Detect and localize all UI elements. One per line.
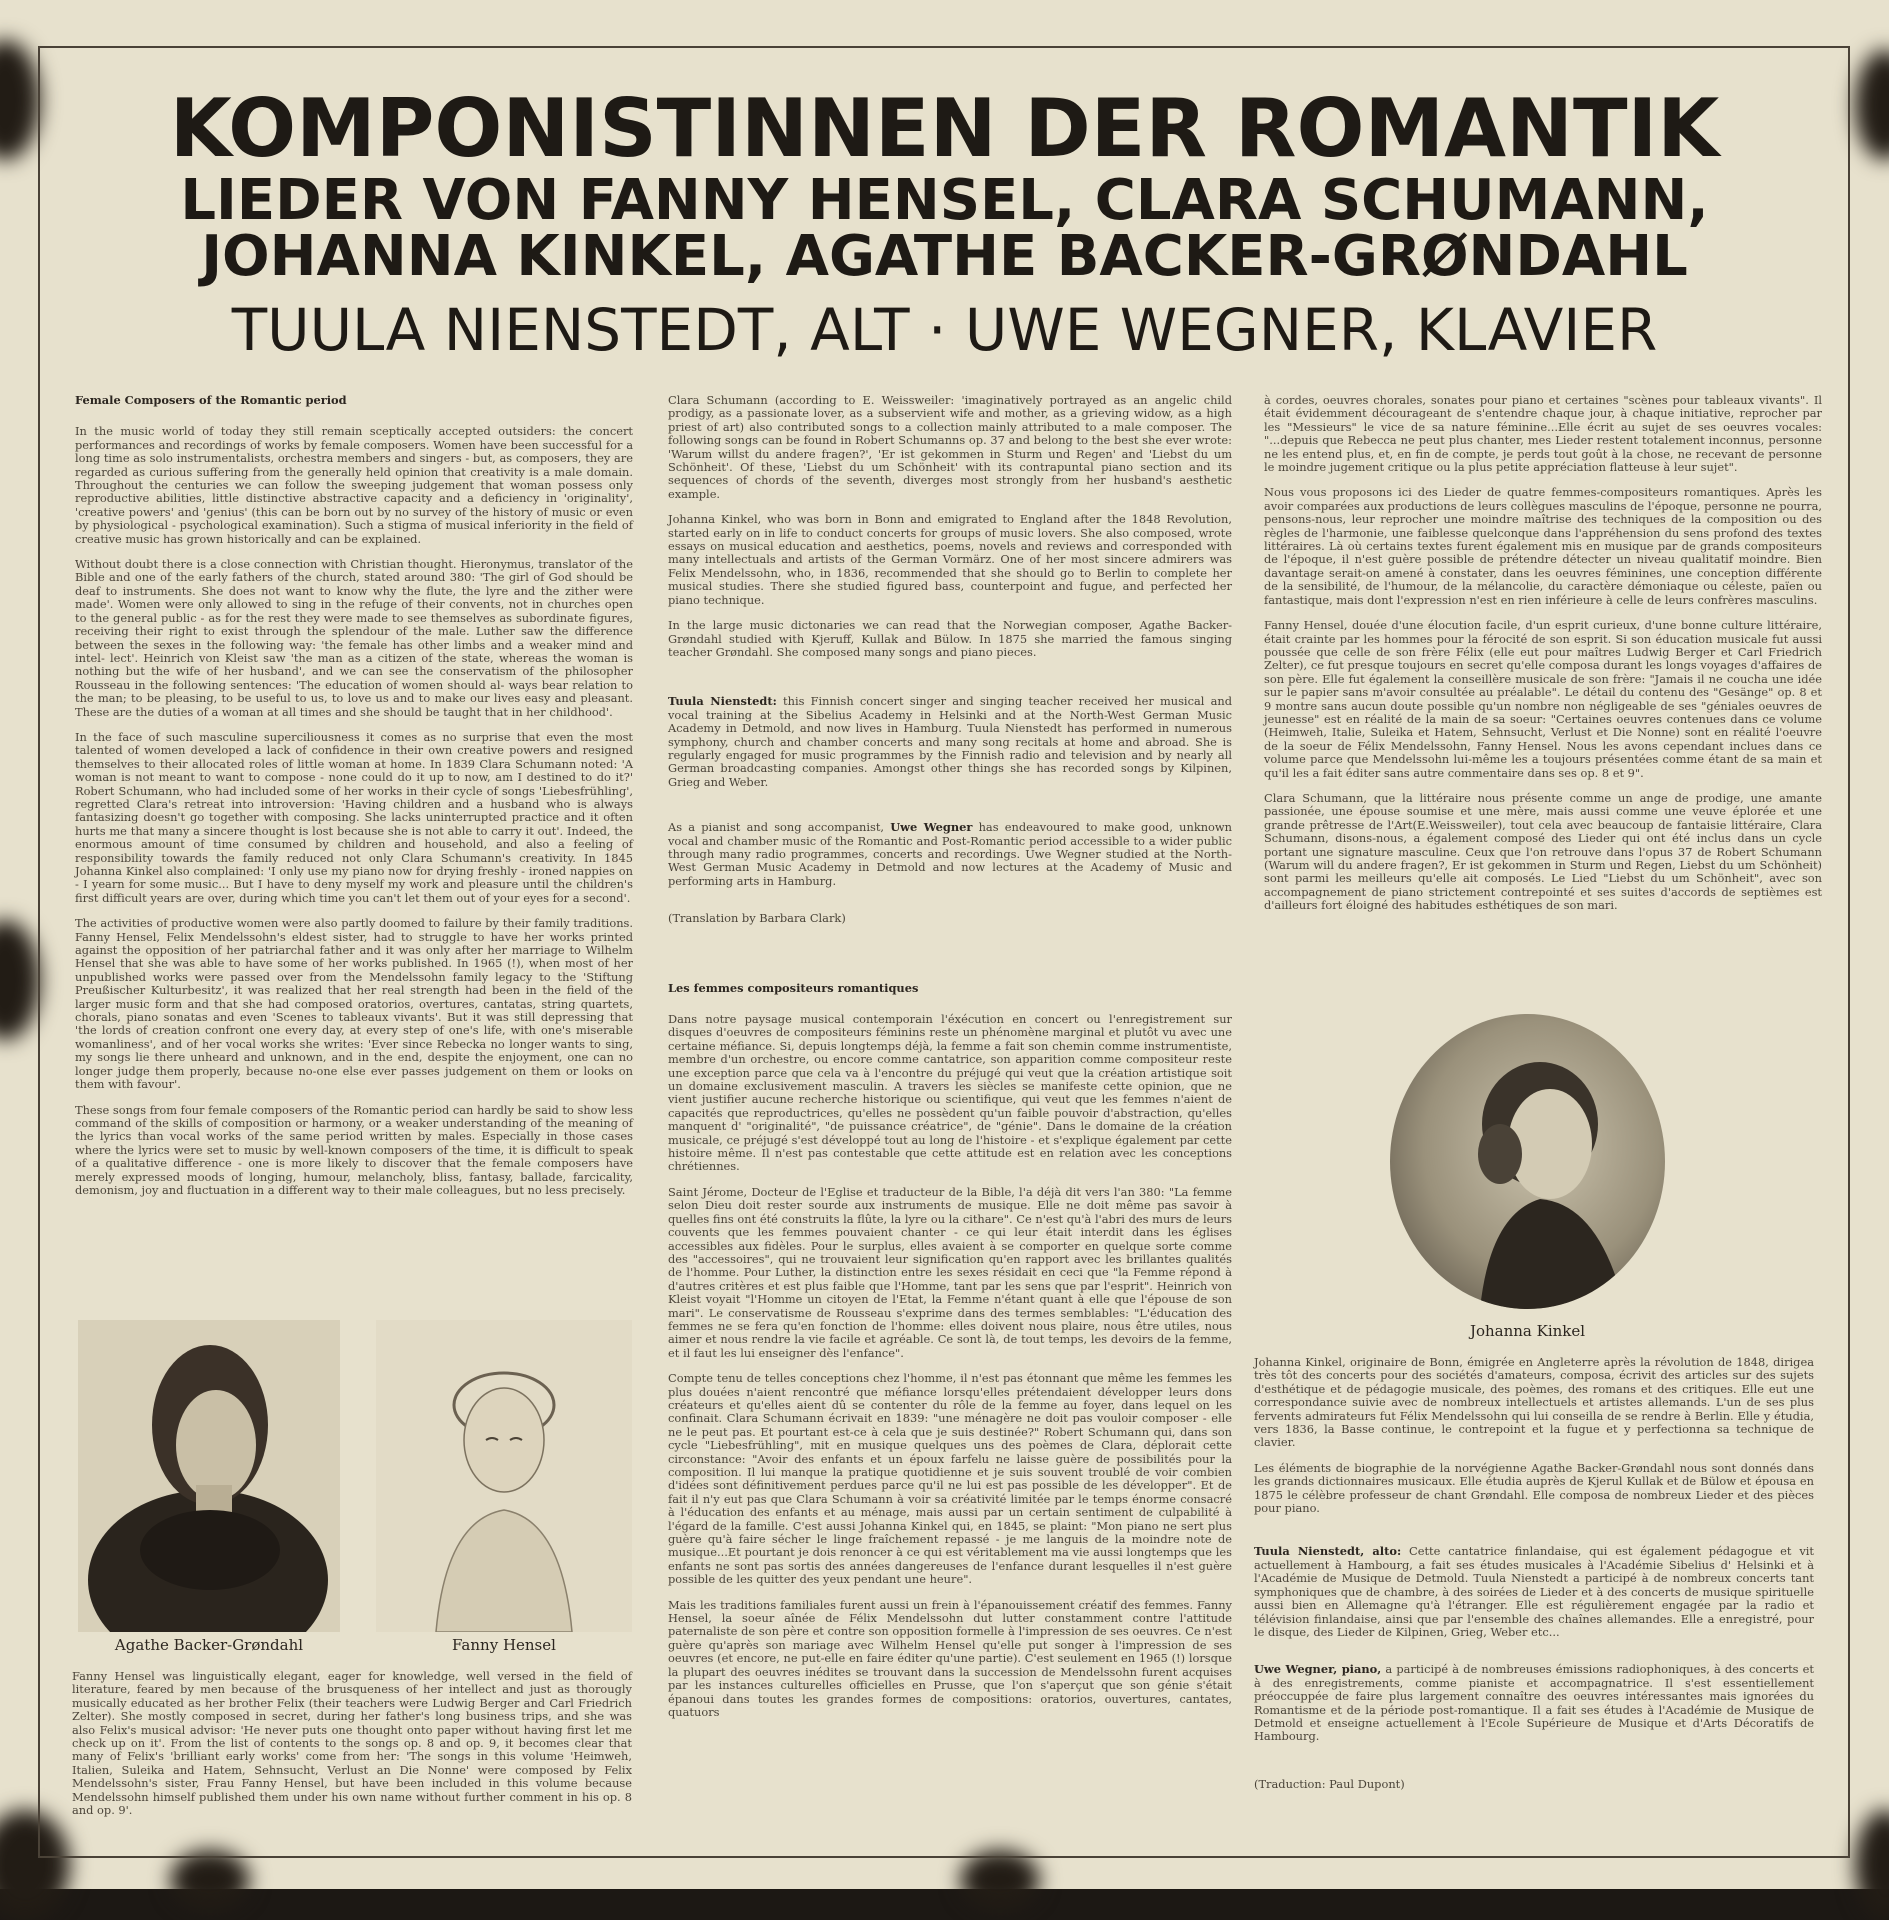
paragraph-nienstedt-fr: [1254, 1545, 1814, 1639]
paragraph-text: a participé à de nombreuses émissions radiophoniques, à des concerts et à des enregistrements, comme pianiste et accompagnatrice. Il s'est essentiellement préoccuppée de faire plus largement connaître des oeuvres intéressantes mais ignorées du Romantisme et de la période post-romantique. Il a fait ses études à l'Académie de Musique de Detmold et enseigne actuellement à l'Ecole Supérieure de Musique et d'Arts Décoratifs de Hambourg.: [1254, 1662, 1814, 1744]
paragraph: Nous vous proposons ici des Lieder de quatre femmes-compositeurs romantiques. Après les avoir comparées aux productions de leurs collègues masculins de l'époque, personne ne pourra, pensons-nous, leur reprocher une moindre maîtrise des techniques de la composition ou des règles de l'harmonie, une faiblesse quelconque dans l'appréhension du sens profond des textes littéraires. Là où certains textes furent également mis en musique par de grands compositeurs de l'époque, il n'est guère possible de prétendre détecter un niveau qualitatif moindre. Bien davantage serait-on amené à constater, dans les oeuvres féminines, une conception différente de la sensibilité, de l'humour, de la mélancolie, du caractère démoniaque ou céleste, païen ou fantastique, mais dont l'expression n'est en rien inférieure à celle de leurs confrères masculins.: [1264, 485, 1822, 607]
paragraph: In the music world of today they still remain sceptically accepted outsiders: the concert performances and recordings of works by female composers. Women have been successful for a long time as solo instrumentalists, orchestra members and singers - but, as composers, they are regarded as curious suffering from the generally held opinion that creativity is a male domain. Throughout the centuries we can follow the sweeping judgement that woman possess only reproductive abilities, little distinctive abstractive capacity and a deficiency in 'originality', 'creative powers' and 'genius' (this can be born out by no survey of the history of music or even by physiological - psychological examination). Such a stigma of musical inferiority in the field of creative music has grown historically and can be explained.: [75, 424, 633, 546]
paragraph-nienstedt: [668, 695, 1232, 789]
name-nienstedt: Tuula Nienstedt:: [668, 694, 777, 709]
paragraph: In the face of such masculine superciliousness it comes as no surprise that even the most talented of women developed a lack of confidence in their own creative powers and resigned themselves to their allocated roles of little woman at home. In 1839 Clara Schumann noted: 'A woman is not meant to want to compose - none could do it up to now, am I destined to do it?' Robert Schumann, who had included some of her works in their cycle of songs 'Liebesfrühling', regretted Clara's retreat into introversion: 'Having children and a husband who is always fantasizing doesn't go together with composing. She lacks uninterrupted practice and it often hurts me that many a sincere thought is lost because she is not able to carry it out'. Indeed, the enormous amount of time consumed by children and household, and also a feeling of responsibility towards the family reduced not only Clara Schumann's creativity. In 1845 Johanna Kinkel also complained: 'I only use my piano now for drying freshly - ironed nappies on - I yearn for some music... But I have to deny myself my work and pleasure until the children's first difficult years are over, during which time you can't let them out of your eyes for a second'.: [75, 729, 633, 905]
caption-fanny: Fanny Hensel: [452, 1636, 556, 1654]
paragraph-wegner: [668, 821, 1232, 888]
paragraph: Clara Schumann (according to E. Weissweiler: 'imaginatively portrayed as an angelic child prodigy, as a passionate lover, as a subservient wife and mother, as a grieving widow, as a high priest of art) also contributed songs to a collection mainly attributed to a male composer. The following songs can be found in Robert Schumanns op. 37 and belong to the best she ever wrote: 'Warum willst du andere fragen?', 'Er ist gekommen in Sturm und Regen' and 'Liebst du um Schönheit'. Of these, 'Liebst du um Schönheit' with its contrapuntal piano section and its sequences of chords of the seventh, diverges most strongly from her husband's aesthetic example.: [668, 393, 1232, 501]
translation-credit: (Translation by Barbara Clark): [668, 911, 846, 926]
album-subtitle-2: JOHANNA KINKEL, AGATHE BACKER-GRØNDAHL: [201, 224, 1688, 289]
section-heading: Female Composers of the Romantic period: [75, 393, 347, 407]
album-title: KOMPONISTINNEN DER ROMANTIK: [169, 82, 1720, 175]
english-column-bottom: [72, 1670, 632, 1829]
section-heading-fr: Les femmes compositeurs romantiques: [668, 980, 919, 995]
translation-credit-fr: (Traduction: Paul Dupont): [1254, 1776, 1405, 1791]
paragraph-text: this Finnish concert singer and singing teacher received her musical and vocal training at the Sibelius Academy in Helsinki and at the North-West German Music Academy in Detmold, and now lives in Hamburg. Tuula Nienstedt has performed in numerous symphony, church and chamber concerts and many song recitals at home and abroad. She is regularly engaged for music programmes by the Finnish radio and television and by nearly all German broadcasting companies. Amongst other things she has recorded songs by Kilpinen, Grieg and Weber.: [668, 694, 1232, 789]
right-column: [1264, 394, 1822, 925]
album-subtitle-1: LIEDER VON FANNY HENSEL, CLARA SCHUMANN,: [180, 168, 1709, 233]
caption-agathe: Agathe Backer-Grøndahl: [114, 1636, 304, 1654]
paragraph: Without doubt there is a close connection with Christian thought. Hieronymus, translator of the Bible and one of the early fathers of the church, stated around 380: 'The girl of God should be deaf to instruments. She does not want to know why the flute, the lyre and the zither were made'. Women were only allowed to sing in the refuge of their convents, not in churches open to the general public - as for the rest they were made to see themselves as subordinate figures, receiving their right to exist through the splendour of the male. Luther saw the difference between the sexes in the following way: 'the female has other limbs and a weaker mind and intel- lect'. Heinrich von Kleist saw 'the man as a citizen of the state, whereas the woman is nothing but the wife of her husband', and we can see the conservatism of the philosopher Rousseau in the following sentences: 'The education of women should al- ways bear relation to the man; to be pleasing, to be useful to us, to love us and to make our lives easy and pleasant. These are the duties of a woman at all times and she should be taught that in her childhood'.: [75, 557, 633, 719]
paragraph: Dans notre paysage musical contemporain l'éxécution en concert ou l'enregistrement sur disques d'oeuvres de compositeurs féminins reste un phénomène marginal et plutôt vu avec une certaine méfiance. Si, depuis longtemps déjà, la femme a fait son chemin comme instrumentiste, membre d'un orchestre, ou encore comme cantatrice, son apparition comme compositeur reste une exception parce que cela va à l'encontre du préjugé qui veut que la création artistique soit un domaine exclusivement masculin. A travers les siècles se manifeste cette opinion, que ne vient justifier aucune recherche historique ou scientifique, qui veut que les femmes n'aient de capacités que reproductrices, qu'elles ne possèdent qu'un faible pouvoir d'abstraction, qu'elles manquent d' "originalité", "de puissance créatrice", de "génie". Dans le domaine de la création musicale, ce préjugé s'est développé tout au long de l'histoire - et s'explique également par cette histoire même. Il n'est pas contestable que cette attitude est en relation avec les conceptions chrétiennes.: [668, 1012, 1232, 1174]
paragraph: à cordes, oeuvres chorales, sonates pour piano et certaines "scènes pour tableaux vivants". Il était évidemment décourageant de s'entendre chaque jour, à chaque initiative, reprocher par les "Messieurs" le vice de sa nature féminine...Elle écrit au sujet de ses oeuvres vocales: "...depuis que Rebecca ne peut plus chanter, mes Lieder restent totalement inconnus, personne ne les entend plus, et, en fin de compte, je perds tout goût à la chose, ne recevant de personne le moindre jugement critique ou la plus petite appréciation flatteuse à leur sujet".: [1264, 393, 1822, 475]
portrait-fanny: [376, 1320, 632, 1632]
photo-shadow: [1855, 1810, 1889, 1920]
performers: TUULA NIENSTEDT, ALT · UWE WEGNER, KLAVIER: [231, 296, 1658, 364]
name-wegner-fr: Uwe Wegner, piano,: [1254, 1662, 1382, 1677]
caption-johanna: Johanna Kinkel: [1469, 1322, 1586, 1340]
paragraph: Johanna Kinkel, who was born in Bonn and emigrated to England after the 1848 Revolution, started early on in life to conduct concerts for groups of music lovers. She also composed, wrote essays on musical education and aesthetics, poems, novels and reviews and corresponded with many intellectuals and artists of the German Vormärz. One of her most sincere admirers was Felix Mendelssohn, who, in 1836, recommended that she should go to Berlin to complete her musical studies. There she studied figured bass, counterpoint and fugue, and perfected her piano technique.: [668, 512, 1232, 607]
paragraph: Fanny Hensel, douée d'une élocution facile, d'un esprit curieux, d'une bonne culture littéraire, était crainte par les hommes pour la férocité de son esprit. Si son éducation musicale fut aussi poussée que celle de son frère Félix (elle eut pour maîtres Ludwig Berger et Carl Friedrich Zelter), ce fut presque toujours en secret qu'elle composa durant les longs voyages d'affaires de son père. Elle fut également la conseillère musicale de son frère: "Jamais il ne coucha une idée sur le papier sans m'avoir consultée au préalable". Le détail du contenu des "Gesänge" op. 8 et 9 montre sans aucun doute possible qu'un nombre non négligeable de ses "géniales oeuvres de jeunesse" est en réalité de la main de sa soeur: "Certaines oeuvres contenues dans ce volume (Heimweh, Italie, Suleika et Hatem, Sehnsucht, Verlust et Die Nonne) sont en réalité l'oeuvre de la soeur de Félix Mendelssohn, Fanny Hensel. Nous les avons cependant inclues dans ce volume parce que Mendelssohn lui-même les a toujours présentées comme étant de sa main et qu'il les a fait éditer sans autre commentaire dans ses op. 8 et 9".: [1264, 618, 1822, 780]
middle-column: [668, 394, 1232, 1731]
photo-shadow: [170, 1850, 250, 1910]
paragraph-text: As a pianist and song accompanist,: [668, 820, 891, 835]
paragraph: Compte tenu de telles conceptions chez l'homme, il n'est pas étonnant que même les femmes les plus douées n'aient rencontré que méfiance lorsqu'elles prétendaient développer leurs dons créateurs et qu'elles aient dû se contenter du rôle de la femme au foyer, dans lequel on les confinait. Clara Schumann écrivait en 1839: "une ménagère ne doit pas vouloir composer - elle ne le peut pas. Et pourtant est-ce à cela que je suis destinée?" Robert Schumann qui, dans son cycle "Liebesfrühling", mit en musique quelques uns des poèmes de Clara, déplorait cette circonstance: "Avoir des enfants et un époux farfelu ne laisse guère de possibilités pour la composition. Il lui manque la pratique quotidienne et je suis souvent troublé de voir combien d'idées sont définitivement perdues parce qu'il ne lui est pas possible de les développer". Et de fait il n'y eut pas que Clara Schumann à voir sa créativité limitée par le temps énorme consacré à l'éducation des enfants et au ménage, mais aussi par un certain sentiment de culpabilité à l'égard de la famille. C'est aussi Johanna Kinkel qui, en 1845, se plaint: "Mon piano ne sert plus guère qu'à faire sécher le linge fraîchement repassé - je me languis de la moindre note de musique...Et pourtant je dois renoncer à ce qui est véritablement ma vie aussi longtemps que les enfants ne sont pas sortis des années dangereuses de l'enfance durant lesquelles il n'est guère possible de les quitter des yeux pendant une heure".: [668, 1371, 1232, 1587]
paragraph: Les éléments de biographie de la norvégienne Agathe Backer-Grøndahl nous sont donnés dans les grands dictionnaires musicaux. Elle étudia auprès de Kjerul Kullak et de Bülow et épousa en 1875 le célèbre professeur de chant Grøndahl. Elle composa de nombreux Lieder et des pièces pour piano.: [1254, 1460, 1814, 1516]
paragraph: Johanna Kinkel, originaire de Bonn, émigrée en Angleterre après la révolution de 1848, dirigea très tôt des concerts pour des sociétés d'amateurs, composa, écrivit des articles sur des sujets d'esthétique et de pédagogie musicale, des poèmes, des romans et des critiques. Elle eut une correspondance suivie avec de nombreux intellectuels et artistes allemands. L'un de ses plus fervents admirateurs fut Félix Mendelssohn qui lui conseilla de se rendre à Berlin. Elle y étudia, vers 1836, la Basse continue, le contrepoint et la fugue et y perfectionna sa technique de clavier.: [1254, 1355, 1814, 1450]
paragraph: In the large music dictonaries we can read that the Norwegian composer, Agathe Backer-Grøndahl studied with Kjeruff, Kullak and Bülow. In 1875 she married the famous singing teacher Grøndahl. She composed many songs and piano pieces.: [668, 618, 1232, 659]
paragraph: Fanny Hensel was linguistically elegant, eager for knowledge, well versed in the field of literature, feared by men because of the brusqueness of her intellect and just as thorougly musically educated as her brother Felix (their teachers were Ludwig Berger and Carl Friedrich Zelter). She mostly composed in secret, during her father's long business trips, and she was also Felix's musical advisor: 'He never puts one thought onto paper without having first let me check up on it'. From the list of contents to the songs op. 8 and op. 9, it becomes clear that many of Felix's 'brilliant early works' come from her: 'The songs in this volume 'Heimweh, Italien, Suleika and Hatem, Sehnsucht, Verlust an Die Nonne' were composed by Felix Mendelssohn's sister, Frau Fanny Hensel, but have been included in this volume because Mendelssohn himself published them under his own name without further comment in his op. 8 and op. 9'.: [72, 1669, 632, 1818]
paragraph: The activities of productive women were also partly doomed to failure by their family traditions. Fanny Hensel, Felix Mendelssohn's eldest sister, had to struggle to have her works printed against the opposition of her patriarchal father and it was only after her marriage to Wilhelm Hensel that she was able to have some of her works published. In 1965 (!), when most of her unpublished works were passed over from the Mendelssohn family legacy to the 'Stiftung Preußischer Kulturbesitz', it was realized that her real strength had been in the field of the larger music form and that she had composed oratorios, overtures, cantatas, string quartets, chorals, piano sonatas and even 'Scenes to tableaux vivants'. But it was still depressing that 'the lords of creation confront one every day, at every step of one's life, with one's miserable womanliness', and of her vocal works she writes: 'Ever since Rebecka no longer wants to sing, my songs lie there unheard and unknown, and in the end, despite the enjoyment, one can no longer judge them properly, because no-one else ever passes judgement on them or looks on them with favour'.: [75, 916, 633, 1092]
paragraph: These songs from four female composers of the Romantic period can hardly be said to show less command of the skills of composition or harmony, or a weaker understanding of the meaning of the lyrics than vocal works of the same period written by males. Especially in those cases where the lyrics were set to music by well-known composers of the time, it is difficult to speak of a qualitative difference - one is more likely to discover that the female composers have merely expressed moods of longing, humour, melancholy, bliss, fantasy, ballade, farcicality, demonism, joy and fluctuation in a different way to their male colleagues, but no less precisely.: [75, 1102, 633, 1197]
photo-shadow: [960, 1850, 1040, 1910]
paragraph: Mais les traditions familiales furent aussi un frein à l'épanouissement créatif des femmes. Fanny Hensel, la soeur aînée de Félix Mendelssohn dut lutter constamment contre l'attitude paternaliste de son père et contre son opposition formelle à l'impression de ses oeuvres. Ce n'est guère qu'après son mariage avec Wilhelm Hensel qu'elle put songer à l'impression de ses oeuvres (et encore, ne put-elle en faire éditer qu'une partie). C'est seulement en 1965 (!) lorsque la plupart des oeuvres inédites se trouvant dans la succession de Mendelssohn furent acquises par les instances culturelles officielles en Prusse, que l'on s'aperçut que son génie s'était épanoui dans toutes les grandes formes de compositions: oratorios, ouvertures, cantates, quatuors: [668, 1597, 1232, 1719]
paragraph: Clara Schumann, que la littéraire nous présente comme un ange de prodige, une amante passionée, une épouse soumise et une mère, mais aussi comme une veuve éplorée et une grande prêtresse de l'Art(E.Weissweiler), tout cela avec beaucoup de fantaisie littéraire, Clara Schumann, disons-nous, a également composé des Lieder qui ont été inclus dans un cycle portant une signature masculine. Ceux que l'on retrouve dans l'opus 37 de Robert Schumann (Warum will du andere fragen?, Er ist gekommen in Sturm und Regen, Liebst du um Schönheit) sont parmi les meilleurs qu'elle ait composés. Le Lied "Liebst du um Schönheit", avec son accompagnement de piano strictement contrepointé et ses suites d'accords de septièmes est d'ailleurs fort éloigné des habitudes esthétiques de son mari.: [1264, 790, 1822, 913]
paragraph-wegner-fr: [1254, 1663, 1814, 1743]
right-column-bottom: [1254, 1356, 1814, 1803]
portrait-johanna: [1390, 1014, 1665, 1309]
paragraph-text: has endeavoured to make good, unknown vocal and chamber music of the Romantic and Post-Romantic period accessible to a wider public through many radio programmes, concerts and recordings. Uwe Wegner studied at the North-West German Music Academy in Detmold and now lectures at the Academy of Music and performing arts in Hamburg.: [668, 820, 1233, 888]
paragraph: Saint Jérome, Docteur de l'Eglise et traducteur de la Bible, l'a déjà dit vers l'an 380: "La femme selon Dieu doit rester sourde aux instruments de musique. Elle ne doit même pas savoir à quelles fins ont été construits la flûte, la lyre ou la cithare". Ce n'est qu'à l'abri des murs de leurs couvents que les femmes pouvaient chanter - ce qui leur était interdit dans les églises accessibles aux fidèles. Pour le surplus, elles avaient à se comporter en quelque sorte comme des "accessoires", qui ne trouvaient leur signification qu'en rapport avec les brillantes qualités de l'homme. Pour Luther, la distinction entre les sexes résidait en ceci que "la Femme répond à d'autres critères et est plus faible que l'Homme, tant par les sens que par l'esprit". Heinrich von Kleist voyait "l'Homme un citoyen de l'Etat, la Femme n'étant quant à elle que l'épouse de son mari". Le conservatisme de Rousseau s'exprime dans des termes semblables: "L'éducation des femmes ne se fera qu'en fonction de l'homme: elles doivent nous plaire, nous être utiles, nous aimer et nous rendre la vie facile et agréable. Ce sont là, de tout temps, les devoirs de la femme, et il faut les lui enseigner dès l'enfance".: [668, 1184, 1232, 1360]
name-wegner: Uwe Wegner: [890, 820, 973, 835]
english-column: [75, 394, 633, 1209]
portrait-agathe: [78, 1320, 340, 1632]
name-nienstedt-fr: Tuula Nienstedt, alto:: [1254, 1544, 1402, 1559]
paragraph-text: Cette cantatrice finlandaise, qui est également pédagogue et vit actuellement à Hambourg, a fait ses études musicales à l'Académie Sibelius d' Helsinki et à l'Académie de Musique de Detmold. Tuula Nienstedt a participé à de nombreux concerts tant symphoniques que de chambre, à des soirées de Lieder et à des concerts de musique spirituelle aussi bien en Allemagne qu'à l'étranger. Elle est régulièrement engagée par la radio et télévision finlandaise, ainsi que par l'ensemble des chaînes allemandes. Elle a enregistré, pour le disque, des Lieder de Kilpinen, Grieg, Weber etc...: [1254, 1544, 1814, 1639]
photo-shadow: [0, 920, 40, 1040]
